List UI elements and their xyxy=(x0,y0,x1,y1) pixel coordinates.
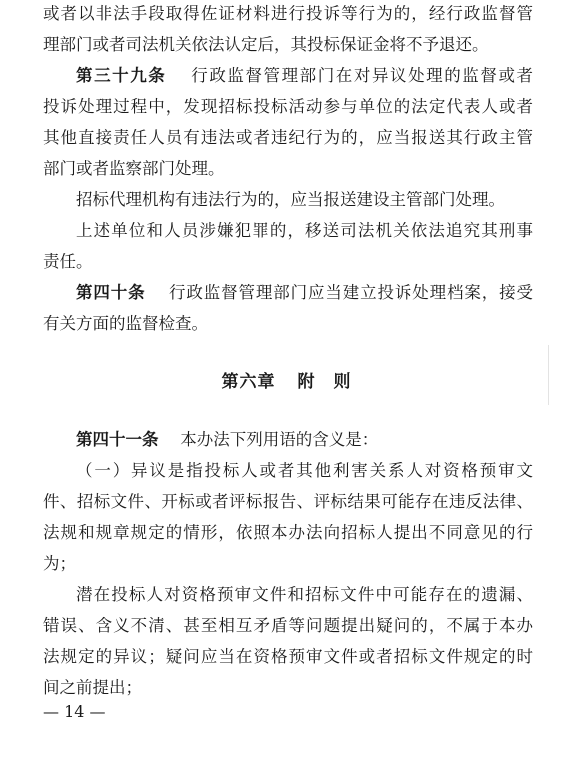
text-line: 间之前提出； xyxy=(43,678,142,697)
text-line: 或者以非法手段取得佐证材料进行投诉等行为的，经行政监督管 xyxy=(43,4,533,23)
text-span: 行政监督管理部门应当建立投诉处理档案，接受 xyxy=(169,283,533,302)
text-line: 责任。 xyxy=(43,252,93,271)
text-line: 法规定的异议；疑问应当在资格预审文件或者招标文件规定的时 xyxy=(43,647,533,666)
text-line: 错误、含义不清、甚至相互矛盾等问题提出疑问的，不属于本办 xyxy=(43,616,533,635)
text-line: 理部门或者司法机关依法认定后，其投标保证金将不予退还。 xyxy=(43,35,489,54)
text-span: 行政监督管理部门在对异议处理的监督或者 xyxy=(191,66,533,85)
text-line: 其他直接责任人员有违法或者违纪行为的，应当报送其行政主管 xyxy=(43,128,533,147)
text-span: 本办法下列用语的含义是： xyxy=(180,430,379,449)
text-line: （一）异议是指投标人或者其他利害关系人对资格预审文 xyxy=(76,461,533,480)
chapter-title: 附 则 xyxy=(297,372,352,392)
article-41-title: 第四十一条 xyxy=(76,430,159,449)
text-line: 上述单位和人员涉嫌犯罪的，移送司法机关依法追究其刑事 xyxy=(76,221,533,240)
text-line: 为； xyxy=(43,554,76,573)
article-39-title: 第三十九条 xyxy=(76,66,167,85)
text-line: 有关方面的监督检查。 xyxy=(43,314,208,333)
chapter-number: 第六章 xyxy=(221,372,276,392)
text-line: 部门或者监察部门处理。 xyxy=(43,159,225,178)
article-39-first-line xyxy=(43,64,533,88)
text-line: 件、招标文件、开标或者评标报告、评标结果可能存在违反法律、 xyxy=(43,492,533,511)
article-40-title: 第四十条 xyxy=(76,283,146,302)
article-40-first-line xyxy=(43,281,533,305)
scan-artifact-divider xyxy=(548,345,549,405)
text-line: 法规和规章规定的情形，依照本办法向招标人提出不同意见的行 xyxy=(43,523,533,542)
text-line: 招标代理机构有违法行为的，应当报送建设主管部门处理。 xyxy=(76,190,505,209)
page-number: — 14 — xyxy=(43,702,106,721)
article-41-first-line xyxy=(43,428,533,452)
text-line: 投诉处理过程中，发现招标投标活动参与单位的法定代表人或者 xyxy=(43,97,533,116)
chapter-heading xyxy=(0,370,573,394)
text-line: 潜在投标人对资格预审文件和招标文件中可能存在的遗漏、 xyxy=(76,585,533,604)
